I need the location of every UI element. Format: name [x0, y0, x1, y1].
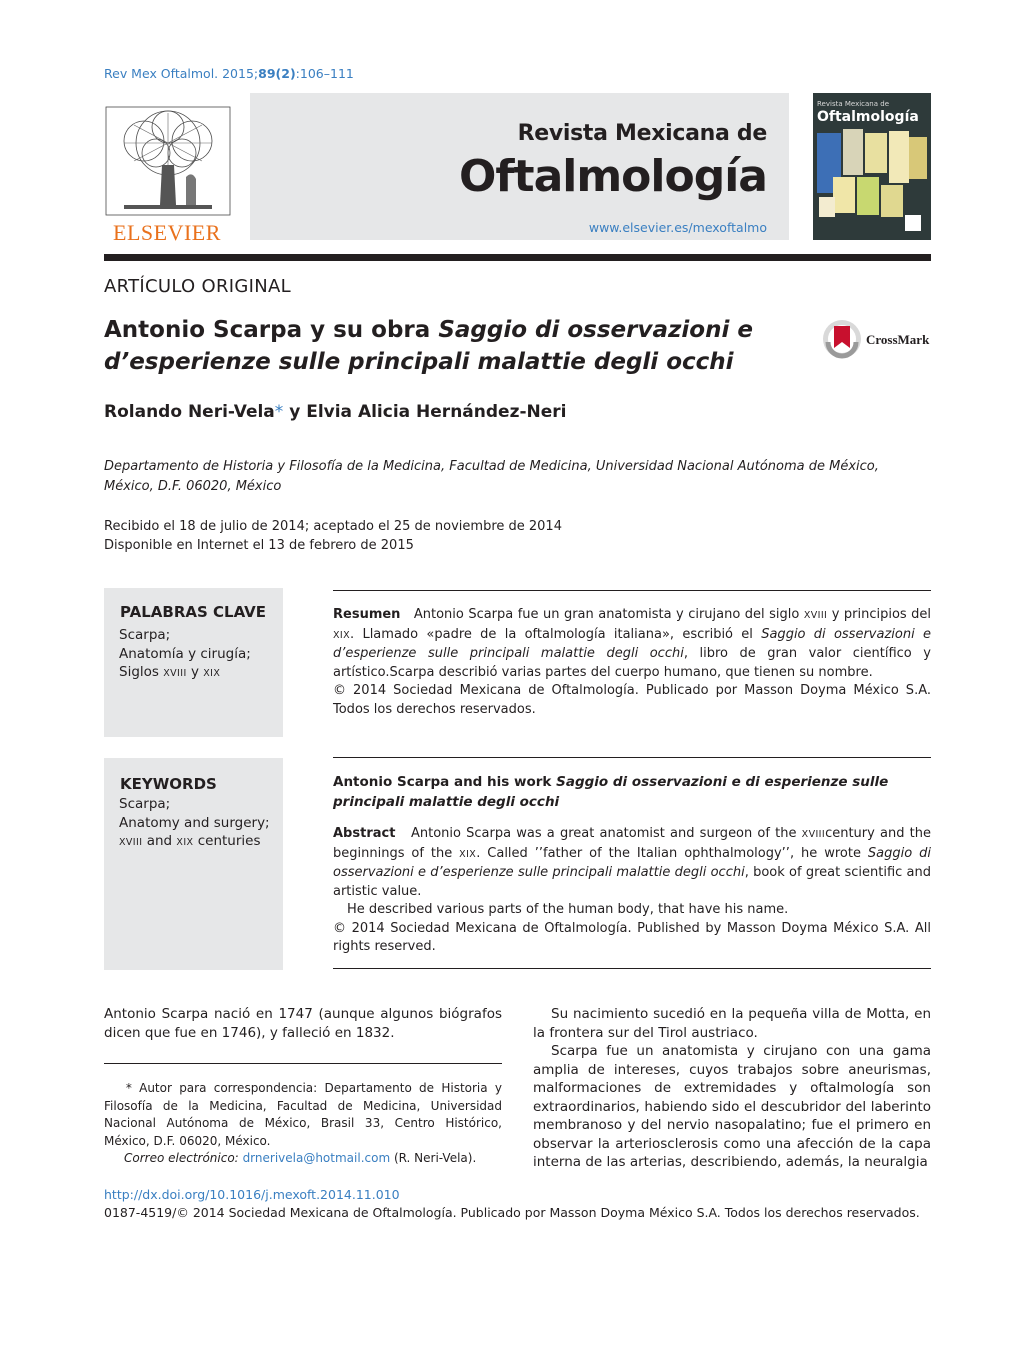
keywords-es-list: [119, 626, 251, 684]
doi-link[interactable]: http://dx.doi.org/10.1016/j.mexoft.2014.11.010: [104, 1187, 400, 1202]
resumen-block: Resumen Antonio Scarpa fue un gran anatomista y cirujano del siglo XVIII y principios del XIX. Llamado «padre de la oftalmología italiana», escribió el Saggio di osservazioni e d’esperienze sulle principali malattie degli occhi, libro de gran valor científico y artístico.Scarpa describió varias partes del cuerpo humano, que tienen su nombre. © 2014 Sociedad Mexicana de Oftalmología. Publicado por Masson Doyma México S.A. Todos los derechos reservados.: [333, 606, 931, 719]
author-1: Rolando Neri-Vela: [104, 402, 275, 422]
article-type: ARTÍCULO ORIGINAL: [104, 276, 291, 297]
english-title: Antonio Scarpa and his work Saggio di osservazioni e di esperienze sulle principali malattie degli occhi: [333, 774, 889, 810]
journal-citation[interactable]: Rev Mex Oftalmol. 2015;89(2):106–111: [104, 66, 354, 81]
journal-name-line1: Revista Mexicana de: [517, 121, 767, 146]
resumen-label: Resumen: [333, 607, 401, 622]
online-date: Disponible en Internet el 13 de febrero de 2015: [104, 538, 414, 553]
tree-logo-icon: [104, 105, 232, 217]
journal-name-line2: Oftalmología: [458, 151, 767, 202]
keyword: Scarpa;: [119, 627, 171, 643]
footnote-rule: [104, 1063, 502, 1064]
journal-cover-thumbnail: [813, 93, 931, 240]
body-paragraph: Scarpa fue un anatomista y cirujano con una gama amplia de intereses, cuyos trabajos sobre aneurismas, malformaciones de extremidades y oftalmología son extraordinarios, habiendo sido el descubridor del laberinto membranoso y del nervio nasopalatino; fue el primero en observar la arteriosclerosis como una afección de la capa interna de las arterias, describiendo, además, la neuralgia: [533, 1043, 931, 1170]
keyword: Scarpa;: [119, 796, 171, 812]
elsevier-wordmark: ELSEVIER: [113, 220, 221, 245]
crossmark-badge[interactable]: [822, 318, 932, 360]
abstract-top-rule: [333, 590, 931, 591]
author-2: Elvia Alicia Hernández-Neri: [306, 402, 567, 422]
keywords-en-title: KEYWORDS: [120, 775, 217, 793]
keyword: Anatomía y cirugía;: [119, 645, 251, 662]
abstract-block: Abstract Antonio Scarpa was a great anatomist and surgeon of the XVIIIcentury and the beginnings of the XIX. Called ’’father of the Italian ophthalmology’’, he wrote Saggio di osservazioni e d’esperienze sulle principali malattie degli occhi, book of great scientific and artistic value. He described various parts of the human body, that have his name. © 2014 Sociedad Mexicana de Oftalmología. Published by Masson Doyma México S.A. All rights reserved.: [333, 825, 931, 957]
article-title: Antonio Scarpa y su obra Saggio di osservazioni e d’esperienze sulle principali malattie degli occhi: [104, 317, 753, 375]
received-accepted-date: Recibido el 18 de julio de 2014; aceptado el 25 de noviembre de 2014: [104, 519, 562, 534]
crossmark-icon: [822, 318, 862, 360]
abstract-label: Abstract: [333, 826, 396, 841]
keyword: Siglos XVIII y XIX: [119, 664, 221, 680]
affiliation: Departamento de Historia y Filosofía de la Medicina, Facultad de Medicina, Universidad Nacional Autónoma de México, México, D.F. 06020, México: [104, 459, 879, 494]
abstract-middle-rule: [333, 757, 931, 758]
corresponding-author-marker[interactable]: *: [274, 402, 284, 422]
cover-title-small: Revista Mexicana de: [817, 100, 889, 108]
keyword: Anatomy and surgery;: [119, 814, 270, 831]
body-paragraph: Antonio Scarpa nació en 1747 (aunque algunos biógrafos dicen que fue en 1746), y falleció en 1832.: [104, 1006, 502, 1041]
keywords-en-list: [119, 795, 270, 853]
abstract-bottom-rule: [333, 968, 931, 969]
author-list: Rolando Neri-Vela* y Elvia Alicia Hernández-Neri: [104, 402, 567, 422]
issn-copyright-line: 0187-4519/© 2014 Sociedad Mexicana de Oftalmología. Publicado por Masson Doyma México S.A. Todos los derechos reservados.: [104, 1205, 920, 1220]
journal-banner: [250, 93, 789, 240]
crossmark-label: CrossMark: [866, 332, 930, 347]
email-link[interactable]: drnerivela@hotmail.com: [242, 1151, 391, 1165]
keywords-es-box: [104, 588, 283, 737]
header-rule: [104, 254, 931, 261]
correspondence-footnote: * Autor para correspondencia: Departamento de Historia y Filosofía de la Medicina, Facultad de Medicina, Universidad Nacional Autónoma de México, Brasil 33, Centro Histórico, México, D.F. 06020, México. Correo electrónico: drnerivela@hotmail.com (R. Neri-Vela).: [104, 1081, 502, 1165]
cover-title-large: Oftalmología: [817, 109, 919, 125]
journal-url-link[interactable]: www.elsevier.es/mexoftalmo: [588, 220, 767, 235]
keywords-es-title: PALABRAS CLAVE: [120, 603, 267, 621]
cover-collage-icon: [813, 93, 931, 240]
abstract-copyright: © 2014 Sociedad Mexicana de Oftalmología. Published by Masson Doyma México S.A. All rights reserved.: [333, 920, 931, 954]
keywords-en-box: [104, 758, 283, 970]
article-dates: [104, 517, 562, 555]
body-right-column: [533, 1005, 931, 1173]
body-paragraph: Su nacimiento sucedió en la pequeña villa de Motta, en la frontera sur del Tirol austriaco.: [533, 1006, 931, 1041]
body-left-column: [104, 1005, 502, 1042]
resumen-copyright: © 2014 Sociedad Mexicana de Oftalmología. Publicado por Masson Doyma México S.A. Todos los derechos reservados.: [333, 683, 931, 717]
keyword: XVIII and XIX centuries: [119, 833, 261, 849]
